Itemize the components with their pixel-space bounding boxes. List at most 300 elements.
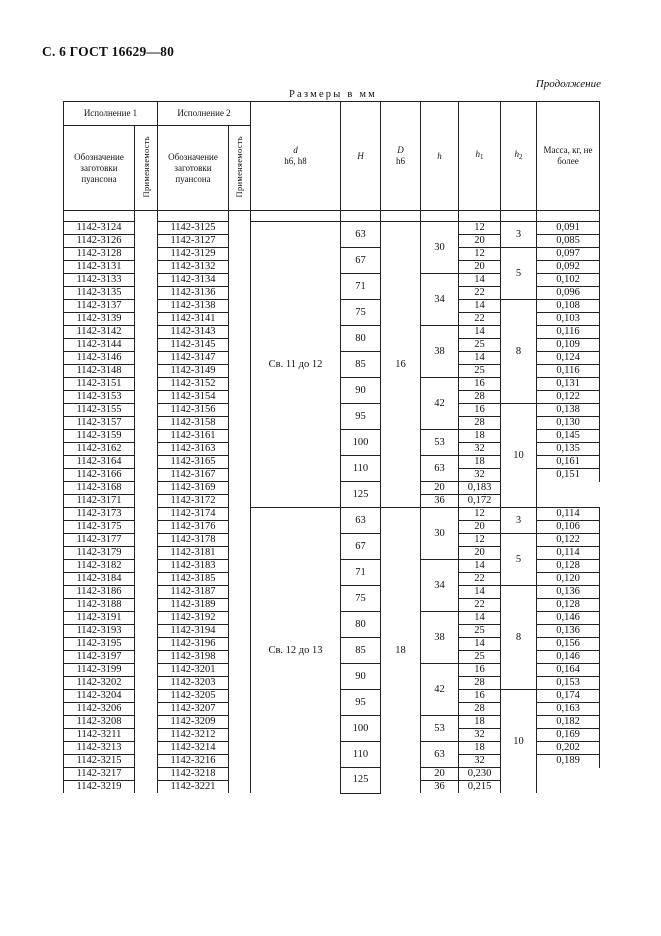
designation2-cell: 1142-3138 [158,300,229,313]
designation1-cell: 1142-3133 [64,274,135,287]
mass-cell: 0,106 [537,521,600,534]
table-body [64,211,600,794]
designation1-cell: 1142-3139 [64,313,135,326]
h1-cell: 14 [459,300,501,313]
applicability1-cell [135,664,158,677]
mass-cell: 0,109 [537,339,600,352]
designation2-cell: 1142-3214 [158,742,229,755]
mass-cell: 0,189 [537,755,600,768]
mass-cell: 0,114 [537,508,600,521]
designation1-cell: 1142-3164 [64,456,135,469]
mass-cell: 0,122 [537,534,600,547]
h-cell: 30 [421,508,459,560]
designation2-cell: 1142-3129 [158,248,229,261]
designation2-cell: 1142-3212 [158,729,229,742]
h-cell: 38 [421,612,459,664]
H-cell: 63 [341,222,381,248]
applicability1-cell [135,248,158,261]
h-cell: 34 [421,274,459,326]
designation1-header: Обозначение заготовки пуансона [64,126,135,211]
applicability1-cell [135,703,158,716]
H-cell: 125 [341,482,381,508]
mass-header: Масса, кг, не более [537,102,600,211]
designation2-cell: 1142-3207 [158,703,229,716]
applicability1-cell [135,456,158,469]
spacer-cell [229,211,251,222]
exec1-header: Исполнение 1 [64,102,158,126]
applicability1-cell [135,313,158,326]
applicability2-cell [229,222,251,235]
designation1-cell: 1142-3188 [64,599,135,612]
designation1-cell: 1142-3155 [64,404,135,417]
applicability2-cell [229,586,251,599]
H-cell: 90 [341,664,381,690]
h1-cell: 18 [459,456,501,469]
designation2-cell: 1142-3149 [158,365,229,378]
designation1-cell: 1142-3137 [64,300,135,313]
applicability1-cell [135,729,158,742]
designation1-cell: 1142-3213 [64,742,135,755]
exec2-header: Исполнение 2 [158,102,251,126]
applicability1-cell [135,274,158,287]
spacer-cell [135,211,158,222]
H-cell: 85 [341,352,381,378]
applicability2-cell [229,339,251,352]
h1-cell: 20 [459,261,501,274]
designation1-cell: 1142-3151 [64,378,135,391]
applicability2-cell [229,677,251,690]
designation1-cell: 1142-3197 [64,651,135,664]
h1-cell: 16 [459,664,501,677]
h1-cell: 12 [459,222,501,235]
designation2-cell: 1142-3196 [158,638,229,651]
designation1-cell: 1142-3177 [64,534,135,547]
applicability2-cell [229,729,251,742]
mass-cell: 0,146 [537,651,600,664]
mass-cell: 0,114 [537,547,600,560]
designation1-cell: 1142-3124 [64,222,135,235]
mass-cell: 0,172 [459,495,501,508]
applicability2-cell [229,521,251,534]
designation2-cell: 1142-3185 [158,573,229,586]
h1-cell: 32 [459,469,501,482]
applicability1-cell [135,339,158,352]
designation1-cell: 1142-3211 [64,729,135,742]
designation1-cell: 1142-3171 [64,495,135,508]
applicability1-cell [135,365,158,378]
applicability1-cell [135,222,158,235]
mass-cell: 0,135 [537,443,600,456]
applicability2-cell [229,664,251,677]
applicability2-cell [229,378,251,391]
h2-cell: 3 [501,508,537,534]
designation1-cell: 1142-3202 [64,677,135,690]
h1-cell: 12 [459,248,501,261]
h1-cell: 20 [421,482,459,495]
designation1-cell: 1142-3208 [64,716,135,729]
h1-cell: 16 [459,378,501,391]
applicability2-cell [229,235,251,248]
designation2-cell: 1142-3205 [158,690,229,703]
applicability1-cell [135,755,158,768]
spacer-cell [381,211,421,222]
d-header: d h6, h8 [251,102,341,211]
h1-cell: 25 [459,651,501,664]
H-cell: 80 [341,326,381,352]
h1-cell: 18 [459,716,501,729]
applicability2-cell [229,612,251,625]
mass-cell: 0,182 [537,716,600,729]
mass-cell: 0,174 [537,690,600,703]
designation2-cell: 1142-3167 [158,469,229,482]
h2-cell: 8 [501,300,537,404]
page-title: С. 6 ГОСТ 16629—80 [42,44,175,59]
designation1-cell: 1142-3173 [64,508,135,521]
designation1-cell: 1142-3193 [64,625,135,638]
designation1-cell: 1142-3186 [64,586,135,599]
h1-cell: 25 [459,625,501,638]
applicability2-cell [229,690,251,703]
h2-cell: 10 [501,690,537,794]
applicability1-cell [135,235,158,248]
h1-cell: 14 [459,638,501,651]
designation2-cell: 1142-3209 [158,716,229,729]
designation1-cell: 1142-3168 [64,482,135,495]
mass-cell: 0,153 [537,677,600,690]
mass-cell: 0,183 [459,482,501,495]
h1-cell: 16 [459,404,501,417]
applicability2-cell [229,287,251,300]
h1-cell: 28 [459,391,501,404]
H-cell: 125 [341,768,381,794]
designation1-cell: 1142-3128 [64,248,135,261]
designation2-cell: 1142-3198 [158,651,229,664]
spacer-cell [421,211,459,222]
applicability1-cell [135,781,158,794]
designation2-cell: 1142-3152 [158,378,229,391]
mass-cell: 0,164 [537,664,600,677]
h1-cell: 22 [459,287,501,300]
applicability1-cell [135,261,158,274]
applicability2-cell [229,469,251,482]
designation2-cell: 1142-3203 [158,677,229,690]
h1-cell: 25 [459,339,501,352]
h1-cell: 36 [421,495,459,508]
applicability1-cell [135,742,158,755]
designation2-cell: 1142-3181 [158,547,229,560]
spacer-cell [341,211,381,222]
h1-cell: 25 [459,365,501,378]
applicability1-cell [135,404,158,417]
designation2-cell: 1142-3201 [158,664,229,677]
h2-header: $h_2$ [501,102,537,211]
applicability2-cell [229,651,251,664]
applicability2-cell [229,560,251,573]
applicability1-cell [135,430,158,443]
applicability2-cell [229,625,251,638]
applicability1-cell [135,534,158,547]
applicability1-cell [135,586,158,599]
H-cell: 110 [341,742,381,768]
mass-cell: 0,145 [537,430,600,443]
applicability1-cell [135,443,158,456]
designation2-cell: 1142-3187 [158,586,229,599]
designation2-cell: 1142-3176 [158,521,229,534]
designation2-cell: 1142-3172 [158,495,229,508]
designation1-cell: 1142-3217 [64,768,135,781]
mass-cell: 0,161 [537,456,600,469]
applicability1-cell [135,677,158,690]
H-cell: 100 [341,430,381,456]
h-cell: 63 [421,456,459,482]
spacer-cell [158,211,229,222]
h-cell: 42 [421,664,459,716]
designation1-cell: 1142-3166 [64,469,135,482]
designation2-cell: 1142-3163 [158,443,229,456]
H-cell: 85 [341,638,381,664]
h1-cell: 28 [459,677,501,690]
applicability1-cell [135,352,158,365]
h-cell: 30 [421,222,459,274]
h-cell: 42 [421,378,459,430]
applicability1-cell [135,573,158,586]
designation2-cell: 1142-3218 [158,768,229,781]
mass-cell: 0,108 [537,300,600,313]
applicability1-cell [135,495,158,508]
table-row [64,508,600,521]
designation2-cell: 1142-3161 [158,430,229,443]
designation2-cell: 1142-3165 [158,456,229,469]
mass-cell: 0,215 [459,781,501,794]
designation1-cell: 1142-3195 [64,638,135,651]
h1-cell: 20 [459,521,501,534]
applicability2-cell [229,261,251,274]
applicability2-cell [229,456,251,469]
mass-cell: 0,230 [459,768,501,781]
applicability1-cell [135,768,158,781]
h1-cell: 14 [459,274,501,287]
applicability1-cell [135,547,158,560]
H-cell: 75 [341,300,381,326]
designation2-cell: 1142-3158 [158,417,229,430]
h1-cell: 14 [459,560,501,573]
H-cell: 110 [341,456,381,482]
spacer-cell [251,211,341,222]
D-cell: 18 [381,508,421,794]
applicability1-cell [135,391,158,404]
mass-cell: 0,092 [537,261,600,274]
applicability1-cell [135,625,158,638]
applicability2-cell [229,781,251,794]
D-header: D h6 [381,102,421,211]
H-header: H [341,102,381,211]
designation2-cell: 1142-3127 [158,235,229,248]
dimensions-table [63,101,600,794]
designation2-cell: 1142-3154 [158,391,229,404]
table-row [64,222,600,235]
designation1-cell: 1142-3146 [64,352,135,365]
applicability2-cell [229,417,251,430]
designation1-cell: 1142-3215 [64,755,135,768]
applicability2-cell [229,742,251,755]
applicability2-cell [229,274,251,287]
designation1-cell: 1142-3182 [64,560,135,573]
mass-cell: 0,169 [537,729,600,742]
h1-cell: 14 [459,352,501,365]
designation2-cell: 1142-3194 [158,625,229,638]
applicability1-cell [135,469,158,482]
applicability2-cell [229,534,251,547]
mass-cell: 0,151 [537,469,600,482]
applicability2-header: Применяемость [229,126,251,211]
designation1-cell: 1142-3157 [64,417,135,430]
designation1-cell: 1142-3142 [64,326,135,339]
mass-cell: 0,202 [537,742,600,755]
designation2-cell: 1142-3221 [158,781,229,794]
designation2-cell: 1142-3192 [158,612,229,625]
designation2-cell: 1142-3183 [158,560,229,573]
applicability2-cell [229,482,251,495]
applicability1-cell [135,378,158,391]
applicability1-cell [135,560,158,573]
applicability1-cell [135,417,158,430]
applicability1-cell [135,690,158,703]
h1-cell: 16 [459,690,501,703]
h1-cell: 32 [459,729,501,742]
H-cell: 63 [341,508,381,534]
designation2-cell: 1142-3145 [158,339,229,352]
designation1-cell: 1142-3204 [64,690,135,703]
designation2-cell: 1142-3141 [158,313,229,326]
spacer-cell [459,211,501,222]
H-cell: 71 [341,560,381,586]
mass-cell: 0,138 [537,404,600,417]
H-cell: 71 [341,274,381,300]
h-cell: 53 [421,430,459,456]
applicability1-cell [135,508,158,521]
h2-cell: 3 [501,222,537,248]
applicability2-cell [229,404,251,417]
mass-cell: 0,124 [537,352,600,365]
applicability2-cell [229,755,251,768]
spacer-cell [501,211,537,222]
H-cell: 67 [341,248,381,274]
h1-cell: 20 [459,547,501,560]
mass-cell: 0,128 [537,599,600,612]
h1-cell: 14 [459,612,501,625]
applicability2-cell [229,352,251,365]
designation1-cell: 1142-3159 [64,430,135,443]
designation1-cell: 1142-3206 [64,703,135,716]
mass-cell: 0,163 [537,703,600,716]
mass-cell: 0,156 [537,638,600,651]
applicability2-cell [229,573,251,586]
h2-cell: 5 [501,248,537,300]
designation2-cell: 1142-3143 [158,326,229,339]
designation1-cell: 1142-3162 [64,443,135,456]
mass-cell: 0,102 [537,274,600,287]
applicability2-cell [229,443,251,456]
mass-cell: 0,116 [537,365,600,378]
designation1-cell: 1142-3126 [64,235,135,248]
mass-cell: 0,122 [537,391,600,404]
designation2-cell: 1142-3125 [158,222,229,235]
mass-cell: 0,085 [537,235,600,248]
designation2-cell: 1142-3178 [158,534,229,547]
designation2-cell: 1142-3156 [158,404,229,417]
h1-cell: 14 [459,326,501,339]
h1-cell: 18 [459,430,501,443]
mass-cell: 0,146 [537,612,600,625]
applicability1-cell [135,326,158,339]
continuation-label: Продолжение [535,78,601,90]
h1-cell: 32 [459,443,501,456]
h1-cell: 18 [459,742,501,755]
applicability2-cell [229,326,251,339]
D-cell: 16 [381,222,421,508]
h1-cell: 12 [459,508,501,521]
designation1-cell: 1142-3131 [64,261,135,274]
h-cell: 63 [421,742,459,768]
designation1-cell: 1142-3144 [64,339,135,352]
designation1-cell: 1142-3191 [64,612,135,625]
h1-cell: 32 [459,755,501,768]
h-cell: 38 [421,326,459,378]
mass-cell: 0,103 [537,313,600,326]
applicability1-cell [135,482,158,495]
h-cell: 53 [421,716,459,742]
applicability2-cell [229,391,251,404]
applicability2-cell [229,547,251,560]
designation1-cell: 1142-3175 [64,521,135,534]
designation2-cell: 1142-3136 [158,287,229,300]
h2-cell: 5 [501,534,537,586]
mass-cell: 0,128 [537,560,600,573]
applicability2-cell [229,365,251,378]
designation1-cell: 1142-3199 [64,664,135,677]
applicability2-cell [229,313,251,326]
designation1-cell: 1142-3219 [64,781,135,794]
mass-cell: 0,130 [537,417,600,430]
applicability1-cell [135,651,158,664]
H-cell: 75 [341,586,381,612]
applicability2-cell [229,300,251,313]
dimensions-caption: Размеры в мм [289,89,378,100]
applicability2-cell [229,430,251,443]
designation2-cell: 1142-3134 [158,274,229,287]
H-cell: 80 [341,612,381,638]
applicability2-cell [229,248,251,261]
H-cell: 100 [341,716,381,742]
designation2-cell: 1142-3132 [158,261,229,274]
applicability1-cell [135,599,158,612]
h1-cell: 22 [459,313,501,326]
applicability2-cell [229,638,251,651]
applicability1-cell [135,300,158,313]
designation1-cell: 1142-3148 [64,365,135,378]
designation1-cell: 1142-3184 [64,573,135,586]
h1-cell: 22 [459,573,501,586]
mass-cell: 0,120 [537,573,600,586]
applicability2-cell [229,599,251,612]
H-cell: 90 [341,378,381,404]
designation2-cell: 1142-3169 [158,482,229,495]
h1-header: $h_1$ [459,102,501,211]
H-cell: 67 [341,534,381,560]
H-cell: 95 [341,690,381,716]
applicability2-cell [229,716,251,729]
designation2-cell: 1142-3189 [158,599,229,612]
